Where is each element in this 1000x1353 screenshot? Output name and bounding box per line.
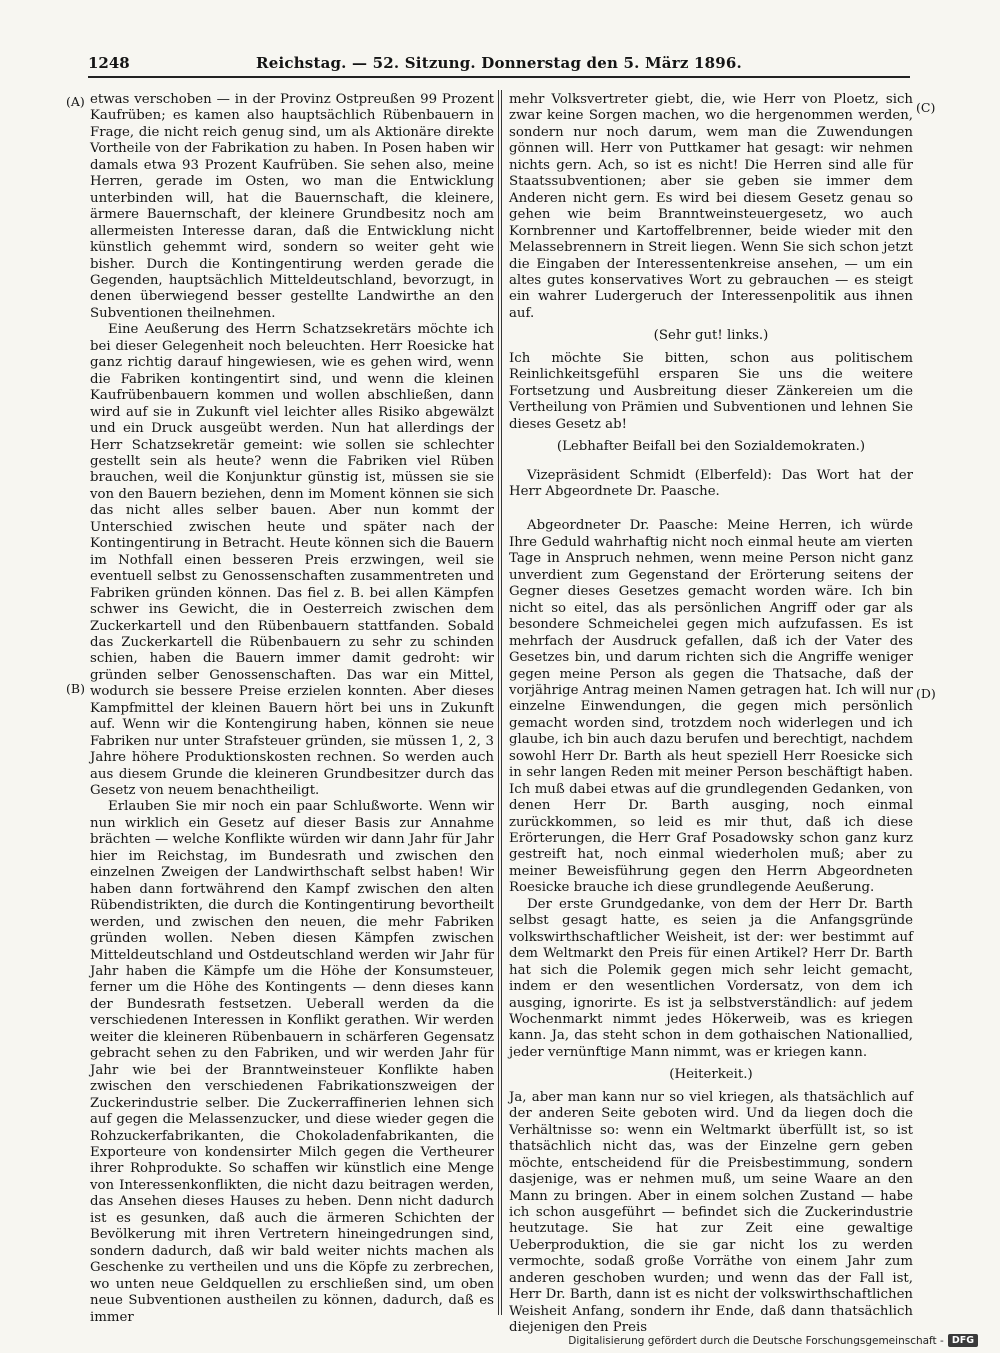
speaker-paragraph: Vizepräsident Schmidt (Elberfeld): Das Wort hat der Herr Abgeordnete Dr. Paasche. [509, 467, 913, 499]
left-column [90, 92, 494, 1326]
reaction-note: (Lebhafter Beifall bei den Sozialdemokraten.) [556, 439, 866, 455]
margin-marker-a: (A) [66, 94, 85, 109]
column-divider-inner [501, 90, 502, 1315]
paragraph: mehr Volksvertreter giebt, die, wie Herr von Ploetz, sich zwar keine Sorgen machen, wo die hergenommen werden, sondern nur noch darum, wem man die Zuwendungen gönnen will. Herr von Puttkamer hat gesagt: wir nehmen nichts gern. Ach, so ist es nicht! Die Herren sind alle für Staatssubventionen; aber sie geben sie immer dem Anderen nicht gern. Es wird bei diesem Gesetz genau so gehen wie beim Branntweinsteuergesetz, wo auch Kornbrenner und Kartoffelbrenner, beide wieder mit den Melassebrennern in Streit liegen. Wenn Sie sich schon jetzt die Eingaben der Interessentenkreise ansehen, — um ein altes gutes konservatives Wort zu gebrauchen — es steigt ein wahrer Ludergeruch der Interessenpolitik aus ihnen auf. [509, 92, 913, 321]
running-title: Reichstag. — 52. Sitzung. Donnerstag den 5. März 1896. [256, 54, 742, 72]
margin-marker-d: (D) [916, 686, 936, 701]
paragraph: etwas verschoben — in der Provinz Ostpreußen 99 Prozent Kaufrüben; es kamen also hauptsächlich Rübenbauern in Frage, die nicht reich genug sind, um als Aktionäre direkte Vortheile von der Fabrikation zu haben. In Posen haben wir damals etwa 93 Prozent Kaufrüben. Sie sehen also, meine Herren, gerade im Osten, wo man die Entwicklung unterbinden will, hat die Bauernschaft, die kleinere, ärmere Bauernschaft, der kleinere Grundbesitz noch am allermeisten Interesse daran, daß die Entwicklung nicht künstlich gehemmt wird, sondern so weiter geht wie bisher. Durch die Kontingentirung werden gerade die Gegenden, hauptsächlich Mitteldeutschland, bevorzugt, in denen überwiegend besser gestellte Landwirthe an den Subventionen theilnehmen. [90, 92, 494, 321]
credit-text: Digitalisierung gefördert durch die Deutsche Forschungsgemeinschaft - [568, 1334, 944, 1347]
paragraph: Eine Aeußerung des Herrn Schatzsekretärs möchte ich bei dieser Gelegenheit noch beleuchten. Herr Roesicke hat ganz richtig darauf hingewiesen, wie es gehen wird, wenn die Fabriken kontingentirt sind, und wenn die kleinen Kaufrübenbauern kommen und wollen abschließen, dann wird auf sie in Zukunft viel leichter alles Risiko abgewälzt und ein Druck ausgeübt werden. Nun hat allerdings der Herr Schatzsekretär gemeint: wie sollen sie schlechter gestellt sein als heute? wenn die Fabriken viel Rüben brauchen, weil die Konjunktur günstig ist, müssen sie sie von den Bauern beziehen, denn im Moment können sie sich das nicht alles selber bauen. Aber nun kommt der Unterschied zwischen heute und später nach der Kontingentirung in Betracht. Heute können sich die Bauern im Nothfall einen besseren Preis erzwingen, weil sie eventuell selbst zu Genossenschaften zusammentreten und Fabriken gründen können. Das fiel z. B. bei allen Kämpfen schwer ins Gewicht, die in Oesterreich zwischen dem Zuckerkartell und den Rübenbauern stattfanden. Sobald das Zuckerkartell die Rübenbauern zu sehr zu schinden schien, haben die Bauern immer damit gedroht: wir gründen selber Genossenschaften. Das war ein Mittel, wodurch sie bessere Preise erzielen konnten. Aber dieses Kampfmittel der kleinen Bauern hört bei uns in Zukunft auf. Wenn wir die Kontengirung haben, können sie neue Fabriken nur unter Strafsteuer gründen, sie müssen 1, 2, 3 Jahre höhere Produktionskosten rechnen. So werden auch aus diesem Grunde die kleineren Grundbesitzer durch das Gesetz von neuem benachtheiligt. [90, 322, 494, 799]
dfg-logo: DFG [948, 1334, 978, 1347]
margin-marker-b: (B) [66, 681, 85, 696]
page-number: 1248 [88, 54, 130, 72]
paragraph: Der erste Grundgedanke, von dem der Herr Dr. Barth selbst gesagt hatte, es seien ja die Anfangsgründe volkswirthschaftlicher Weisheit, ist der: wer bestimmt auf dem Weltmarkt den Preis für einen Artikel? Herr Dr. Barth hat sich die Polemik gegen mich sehr leicht gemacht, indem er den wesentlichen Vordersatz, von dem ich ausging, ignorirte. Es ist ja selbstverständlich: auf jedem Wochenmarkt nimmt jedes Hökerweib, was es kriegen kann. Ja, das steht schon in dem gothaischen Nationallied, jeder vernünftige Mann nimmt, was er kriegen kann. [509, 896, 913, 1060]
reaction-note: (Sehr gut! links.) [653, 328, 769, 344]
margin-marker-c: (C) [916, 100, 936, 115]
column-divider [498, 90, 499, 1315]
paragraph: Ich möchte Sie bitten, schon aus politischem Reinlichkeitsgefühl ersparen Sie uns die weitere Fortsetzung und Ausbreitung dieser Zänkereien um die Vertheilung von Prämien und Subventionen und lehnen Sie dieses Gesetz ab! [509, 350, 913, 432]
page-header [88, 50, 910, 78]
paragraph: Erlauben Sie mir noch ein paar Schlußworte. Wenn wir nun wirklich ein Gesetz auf dieser Basis zur Annahme brächten — welche Konflikte würden wir dann Jahr für Jahr hier im Reichstag, im Bundesrath und zwischen den einzelnen Zweigen der Landwirthschaft selbst haben! Wir haben dann fortwährend den Kampf zwischen den alten Rübendistrikten, die durch die Kontingentirung bevortheilt werden, und zwischen den neuen, die mehr Fabriken gründen wollen. Neben diesen Kämpfen zwischen Mitteldeutschland und Ostdeutschland werden wir Jahr für Jahr haben die Kämpfe um die Höhe der Konsumsteuer, ferner um die Höhe des Kontingents — denn dieses kann der Bundesrath festsetzen. Ueberall werden da die verschiedenen Interessen in Konflikt gerathen. Wir werden weiter die kleineren Rübenbauern in schärferen Gegensatz gebracht sehen zu den Fabriken, und wir werden Jahr für Jahr wie bei der Branntweinsteuer Konflikte haben zwischen den verschiedenen Fabrikationszweigen der Zuckerindustrie selber. Die Zuckerraffinerien lehnen sich auf gegen die Melassenzucker, und diese wieder gegen die Rohzuckerfabrikanten, die Chokoladenfabrikanten, die Exporteure von kondensirter Milch gegen die Vertheurer ihrer Rohprodukte. So schaffen wir künstlich eine Menge von Interessenkonflikten, die nicht dazu beitragen werden, das Ansehen dieses Hauses zu heben. Denn nicht dadurch ist es gesunken, daß auch die ärmeren Schichten der Bevölkerung mit ihren Vertretern hineingedrungen sind, sondern dadurch, daß wir bald weiter nichts machen als Geschenke zu vertheilen und uns die Köpfe zu zerbrechen, wo unten neue Geldquellen zu erschließen sind, um oben neue Subventionen austheilen zu können, dadurch, daß es immer [90, 799, 494, 1325]
paragraph: Ja, aber man kann nur so viel kriegen, als thatsächlich auf der anderen Seite geboten wird. Und da liegen doch die Verhältnisse so: wenn ein Weltmarkt überfüllt ist, so ist thatsächlich nicht das, was der Einzelne gern geben möchte, entscheidend für die Preisbestimmung, sondern dasjenige, was er nehmen muß, um seine Waare an den Mann zu bringen. Aber in einem solchen Zustand — habe ich schon ausgeführt — befindet sich die Zuckerindustrie heutzutage. Sie hat zur Zeit eine gewaltige Ueberproduktion, die sie gar nicht los zu werden vermochte, sodaß große Vorräthe von einem Jahr zum anderen geschoben wurden; und wenn das der Fall ist, Herr Dr. Barth, dann ist es nicht der volkswirthschaftlichen Weisheit Anfang, sondern ihr Ende, daß dann thatsächlich diejenigen den Preis [509, 1089, 913, 1336]
speaker-paragraph: Abgeordneter Dr. Paasche: Meine Herren, ich würde Ihre Geduld wahrhaftig nicht noch einmal heute am vierten Tage in Anspruch nehmen, wenn meine Person nicht ganz unverdient zum Gegenstand der Erörterung seitens der Gegner dieses Gesetzes gemacht worden wäre. Ich bin nicht so eitel, das als persönlichen Angriff oder gar als besondere Schmeichelei gegen mich aufzufassen. Es ist mehrfach der Ausdruck gefallen, daß ich der Vater des Gesetzes bin, und darum richten sich die Angriffe weniger gegen meine Person als gegen die Thatsache, daß der vorjährige Antrag meinen Namen getragen hat. Ich will nur einzelne Einwendungen, die gegen mich persönlich gemacht worden sind, trotzdem noch widerlegen und ich glaube, ich bin auch dazu berufen und berechtigt, nachdem sowohl Herr Dr. Barth als heut speziell Herr Roesicke sich in sehr langen Reden mit meiner Person beschäftigt haben. Ich muß dabei etwas auf die grundlegenden Gedanken, von denen Herr Dr. Barth ausging, noch einmal zurückkommen, so leid es mir thut, daß ich diese Erörterungen, die Herr Graf Posadowsky schon ganz kurz gestreift hat, noch einmal wiederholen muß; aber zu meiner Beweisführung gegen den Herrn Abgeordneten Roesicke brauche ich diese grundlegende Aeußerung. [509, 518, 913, 896]
digitization-credit [568, 1334, 978, 1347]
reaction-note: (Heiterkeit.) [669, 1067, 753, 1083]
right-column [509, 92, 913, 1337]
